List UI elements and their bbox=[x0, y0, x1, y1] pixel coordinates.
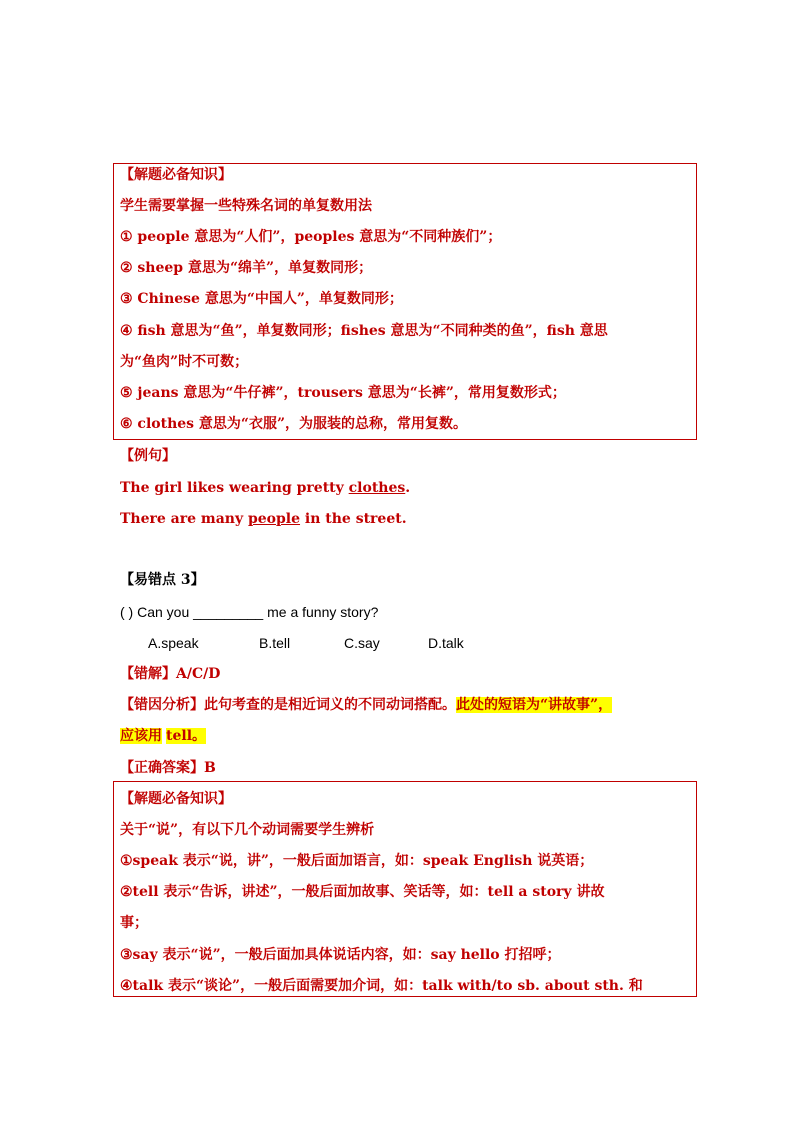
box2-title: 【解题必备知识】 bbox=[120, 791, 232, 807]
example-2-pre: There are many bbox=[120, 511, 248, 527]
option-d: D.talk bbox=[428, 635, 464, 651]
example-1-post: . bbox=[405, 480, 411, 496]
box2-item-2-cont: 事； bbox=[120, 915, 148, 931]
wrong-answer bbox=[120, 665, 220, 683]
answer-value: B bbox=[204, 760, 216, 776]
option-c: C.say bbox=[344, 635, 380, 651]
box1-item-2: ② sheep 意思为“绵羊”，单复数同形； bbox=[120, 260, 373, 276]
analysis-label: 【错因分析】 bbox=[120, 697, 204, 713]
example-sentence-2 bbox=[120, 510, 407, 528]
box1-item-4-cont: 为“鱼肉”时不可数； bbox=[120, 354, 249, 370]
question-text: ( ) Can you _________ me a funny story? bbox=[120, 604, 379, 620]
box2-item-2: ②tell 表示“告诉，讲述”，一般后面加故事、笑话等，如：tell a story 讲故 bbox=[120, 884, 605, 900]
box1-item-4: ④ fish 意思为“鱼”，单复数同形；fishes 意思为“不同种类的鱼”，fish 意思 bbox=[120, 323, 608, 339]
option-a: A.speak bbox=[148, 635, 199, 651]
box1-title: 【解题必备知识】 bbox=[120, 167, 232, 183]
analysis-highlight-1: 此处的短语为“讲故事”， bbox=[456, 697, 613, 713]
analysis-highlight-2b: tell。 bbox=[166, 728, 207, 744]
example-1-pre: The girl likes wearing pretty bbox=[120, 480, 349, 496]
point3-title: 【易错点 3】 bbox=[120, 572, 205, 588]
analysis-line-1 bbox=[120, 696, 612, 714]
wrong-label: 【错解】 bbox=[120, 666, 176, 682]
box2-item-4: ④talk 表示“谈论”，一般后面需要加介词，如：talk with/to sb. about sth. 和 bbox=[120, 978, 643, 994]
example-sentence-1 bbox=[120, 479, 410, 497]
analysis-highlight-2a: 应该用 bbox=[120, 728, 162, 744]
box2-intro: 关于“说”，有以下几个动词需要学生辨析 bbox=[120, 822, 375, 838]
example-1-underlined: clothes bbox=[348, 480, 406, 496]
analysis-line-2 bbox=[120, 727, 206, 745]
box2-item-1: ①speak 表示“说，讲”，一般后面加语言，如：speak English 说英语； bbox=[120, 853, 594, 869]
answer-label: 【正确答案】 bbox=[120, 760, 204, 776]
box2-item-3: ③say 表示“说”，一般后面加具体说话内容，如：say hello 打招呼； bbox=[120, 947, 561, 963]
example-title: 【例句】 bbox=[120, 448, 176, 464]
option-b: B.tell bbox=[259, 635, 291, 651]
box1-intro: 学生需要掌握一些特殊名词的单复数用法 bbox=[120, 198, 372, 214]
box1-item-6: ⑥ clothes 意思为“衣服”，为服装的总称，常用复数。 bbox=[120, 416, 468, 432]
example-2-post: in the street. bbox=[300, 511, 407, 527]
example-2-underlined: people bbox=[247, 511, 301, 527]
box1-item-1: ① people 意思为“人们”，peoples 意思为“不同种族们”； bbox=[120, 229, 502, 245]
correct-answer bbox=[120, 759, 216, 777]
wrong-value: A/C/D bbox=[176, 666, 221, 682]
analysis-text: 此句考查的是相近词义的不同动词搭配。 bbox=[204, 697, 456, 713]
box1-item-5: ⑤ jeans 意思为“牛仔裤”，trousers 意思为“长裤”，常用复数形式； bbox=[120, 385, 566, 401]
box1-item-3: ③ Chinese 意思为“中国人”，单复数同形； bbox=[120, 291, 403, 307]
